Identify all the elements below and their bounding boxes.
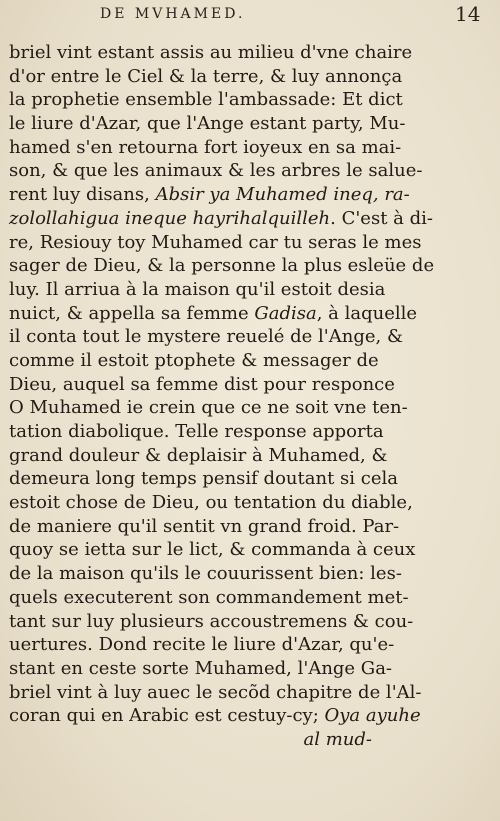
italic-text: Oya ayuhe (324, 705, 421, 727)
text-run: estoit chose de Dieu, ou tentation du diable, (9, 492, 413, 514)
text-run: demeura long temps pensif doutant si cela (9, 468, 398, 490)
text-run: luy. Il arriua à la maison qu'il estoit desia (9, 278, 386, 300)
text-run: comme il estoit ptophete & messager de (9, 349, 379, 371)
text-line (9, 657, 393, 681)
text-run: re, Resiouy toy Muhamed car tu seras le mes (9, 231, 422, 253)
text-line (9, 467, 398, 491)
text-line (9, 88, 403, 112)
text-run: briel vint estant assis au milieu d'vne chaire (9, 42, 413, 63)
text-run: coran qui en Arabic est cestuy-cy; (9, 705, 325, 727)
text-line (9, 515, 400, 539)
italic-text: zolollahigua ineque hayrihalquilleh (9, 207, 331, 229)
text-run: Dieu, auquel sa femme dist pour responce (9, 373, 395, 395)
text-line (9, 681, 422, 705)
text-line (9, 231, 422, 255)
text-line (9, 207, 433, 231)
text-run: briel vint à luy auec le secõd chapitre de l'Al- (9, 681, 422, 703)
text-line (9, 325, 403, 349)
text-line (9, 254, 435, 278)
text-run: de la maison qu'ils le couurissent bien: les- (9, 563, 402, 585)
text-run: O Muhamed ie crein que ce ne soit vne ten- (9, 397, 408, 419)
text-run: hamed s'en retourna fort ioyeux en sa mai- (9, 136, 402, 158)
italic-text: Absir ya Muhamed ineq, ra- (155, 184, 410, 206)
text-run: d'or entre le Ciel & la terre, & luy annonça (9, 65, 403, 87)
text-line (9, 704, 421, 728)
text-line (9, 396, 408, 420)
text-run: son, & que les animaux & les arbres le salue- (9, 160, 423, 182)
text-run: . C'est à di- (330, 207, 433, 229)
text-run: de maniere qu'il sentit vn grand froid. Par- (9, 515, 400, 537)
text-line (9, 349, 379, 373)
text-run: sager de Dieu, & la personne la plus esleüe de (9, 255, 435, 277)
text-line (9, 444, 388, 468)
text-line (9, 610, 414, 634)
text-run: tation diabolique. Telle responsе apporta (9, 421, 384, 442)
text-line (9, 41, 413, 65)
text-line (9, 373, 395, 397)
text-run: rent luy disans, (9, 184, 156, 206)
text-line (9, 278, 386, 302)
text-line (9, 112, 406, 136)
text-line (9, 562, 402, 586)
page-number: 14 (455, 2, 481, 26)
text-run: quels executerent son commandement met- (9, 586, 409, 608)
text-run: , à laquelle (316, 302, 418, 324)
catchword: al mud- (303, 728, 372, 750)
text-line (9, 586, 409, 610)
text-line (9, 302, 418, 326)
text-run: stant en ceste sorte Muhamed, l'Ange Ga- (9, 657, 393, 679)
text-run: tant sur luy plusieurs accoustremens & cou- (9, 610, 414, 632)
text-line (9, 633, 395, 657)
text-line (9, 491, 413, 515)
text-run: uertures. Dond recite le liure d'Azar, qu'e- (9, 634, 395, 656)
text-run: il conta tout le mystere reuelé de l'Ange, & (9, 326, 403, 348)
text-run: la prophetie ensemble l'ambassade: Et dict (9, 89, 403, 111)
text-line (9, 65, 403, 89)
body-text (0, 41, 500, 752)
text-line (9, 420, 384, 444)
running-head: DE MVHAMED. (100, 6, 246, 22)
text-run: le liure d'Azar, que l'Ange estant party, Mu- (9, 113, 406, 135)
italic-text: Gadisa (254, 302, 317, 324)
text-line (9, 159, 423, 183)
page-header (0, 2, 500, 32)
text-run: grand douleur & deplaisir à Muhamed, & (9, 444, 388, 466)
text-line (9, 183, 410, 207)
text-line (9, 538, 416, 562)
text-line (9, 136, 402, 160)
text-run: nuict, & appella sa femme (9, 302, 255, 324)
text-run: quoy se ietta sur le lict, & commanda à ceux (9, 539, 416, 561)
